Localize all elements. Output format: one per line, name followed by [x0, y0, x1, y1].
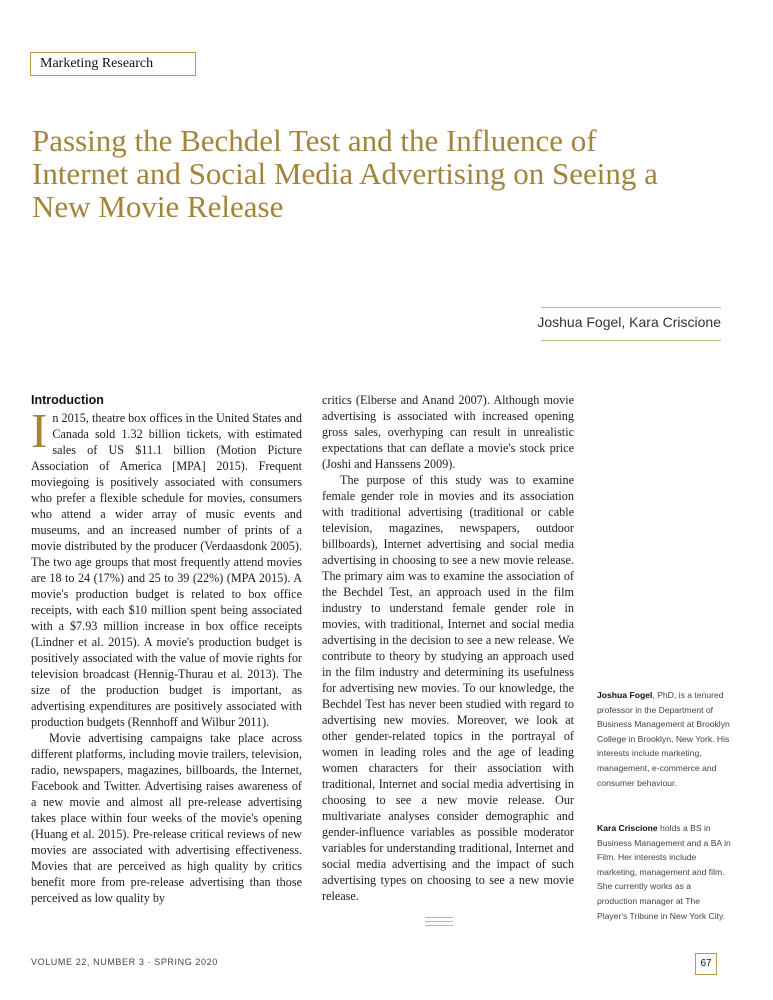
section-heading: Introduction: [31, 393, 104, 407]
ornament-divider: [425, 917, 453, 929]
drop-cap: I: [31, 403, 48, 458]
author-bio-fogel: [597, 688, 731, 790]
bio-text: holds a BS in Business Management and a BA in Film. Her interests include marketing, management and film. She currently works as a production manager at The Player's Tribune in New York City.: [597, 823, 731, 921]
article-title: Passing the Bechdel Test and the Influence of Internet and Social Media Advertising on Seeing a New Movie Release: [32, 123, 658, 224]
author-rule-top: [541, 307, 721, 308]
paragraph-text: n 2015, theatre box offices in the United States and Canada sold 1.32 billion tickets, with estimated sales of US $11.1 billion (Motion Picture Association of America [MPA] 2015). Frequent moviegoing is positively associated with consumers who prefer a flexible schedule for movies, consumers who attend a wider array of music events and museums, and an increased number of prints of a movie distributed by the producer (Verdaasdonk 2005). The two age groups that most frequently attend movies are 18 to 24 (17%) and 25 to 39 (22%) (MPA 2015). A movie's production budget is related to box office receipts, with each $10 million spent being associated with a $7.93 million increase in box office receipts (Lindner et al. 2015). A movie's production budget is positively associated with the value of movie rights for television broadcast (Hennig-Thurau et al. 2013). The size of the production budget is important, as advertising expenditures are positively associated with production budgets (Rennhoff and Wilbur 2011).: [31, 411, 302, 729]
bio-name: Joshua Fogel: [597, 690, 653, 700]
author-bio-criscione: [597, 821, 731, 923]
body-paragraph: Movie advertising campaigns take place across different platforms, including movie trailers, television, radio, newspapers, magazines, billboards, the Internet, Facebook and Twitter. Advertising raises awareness of a new movie and almost all pre-release advertising takes place within four weeks of the movie's opening (Huang et al. 2015). Pre-release critical reviews of new movies are associated with advertising effectiveness. Movies that are perceived as high quality by critics benefit more from pre-release advertising than those perceived as low quality by: [31, 731, 302, 905]
page-number: 67: [695, 953, 717, 975]
body-paragraph: critics (Elberse and Anand 2007). Although movie advertising is associated with increased opening gross sales, overhyping can result in unrealistic expectations that can deflate a movie's stock price (Joshi and Hanssens 2009).: [322, 393, 574, 471]
article-authors: Joshua Fogel, Kara Criscione: [537, 314, 721, 330]
body-column-left: [31, 392, 302, 906]
bio-text: , PhD, is a tenured professor in the Department of Business Management at Brooklyn College in Brooklyn, New York. His interests include marketing, management, e-commerce and consumer behaviour.: [597, 690, 730, 788]
bio-name: Kara Criscione: [597, 823, 658, 833]
author-rule-bottom: [541, 340, 721, 341]
body-column-right: [322, 392, 574, 904]
body-paragraph: The purpose of this study was to examine female gender role in movies and its association with traditional advertising (traditional or cable television, magazines, newspapers, outdoor billboards), Internet advertising and social media advertising in choosing to see a new movie release. The primary aim was to examine the association of the Bechdel Test, an approach used in the film industry to understand female gender role in movies, with traditional, Internet and social media advertising in the decision to see a new release. We contribute to theory by studying an approach used in the film industry and determining its usefulness for advertising new movies. To our knowledge, the Bechdel Test has never been studied with regard to advertising new movies. Moreover, we look at other gender-related topics in the portrayal of women in leading roles and the age of leading women characters for their association with traditional, Internet and social media advertising in choosing to see a new movie release. Our multivariate analyses consider demographic and gender-influence variables as possible moderator variables for understanding traditional, Internet and social media advertising and the impact of such advertising types on choosing to see a new movie release.: [322, 473, 574, 903]
body-paragraph: [31, 403, 302, 730]
issue-footer: VOLUME 22, NUMBER 3 · SPRING 2020: [31, 957, 218, 967]
section-tag: Marketing Research: [30, 52, 196, 76]
